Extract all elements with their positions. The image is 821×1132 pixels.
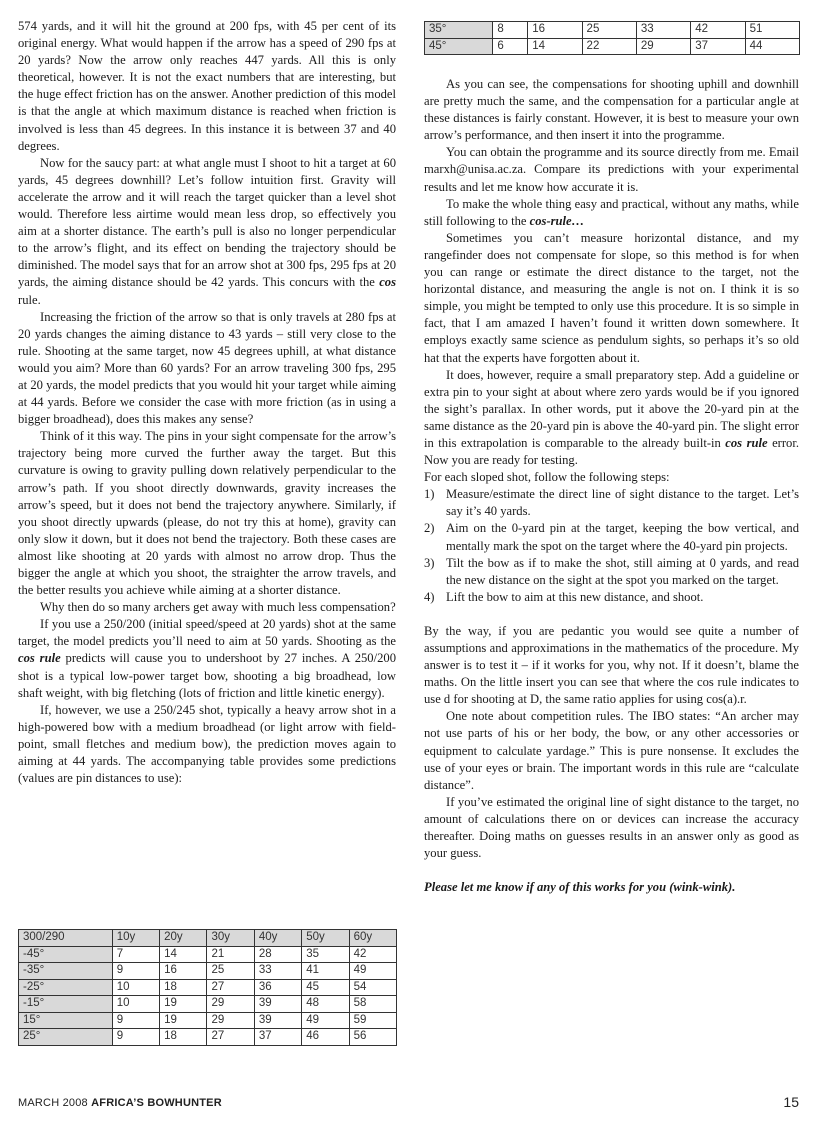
pin-distance-cell: 6 [493, 38, 528, 55]
pin-distance-cell: 19 [160, 996, 207, 1013]
pin-distance-cell: 54 [349, 979, 396, 996]
step-item [424, 589, 799, 606]
pin-distance-cell: 10y [112, 930, 159, 947]
step-number: 4) [424, 589, 435, 604]
pin-distance-cell: 28 [254, 946, 301, 963]
paragraph: Think of it this way. The pins in your sight compensate for the arrow’s trajectory being more curved the further away the target. But this curvature is owing to gravity pulling down relatively perpendicular to the arrow’s path. If you shoot directly downwards, gravity increases the arrow’s speed, but it does not bend the trajectory anywhere. Similarly, if you shoot directly upwards (please, do not try this at home), gravity can only slow it down, but it does not bend the trajectory. Both these cases are almost like shooting at 20 yards with almost no arrow drop. Thus the bigger the angle at which you shoot, the straighter the arrow travels, and the better results you achieve while aiming at a shorter distance. [18, 429, 396, 598]
step-text: Measure/estimate the direct line of sight distance to the target. Let’s say it’s 40 yards. [446, 487, 799, 519]
pin-distance-cell: 37 [254, 1029, 301, 1046]
footer-issue [18, 1097, 222, 1109]
step-text: Tilt the bow as if to make the shot, still aiming at 0 yards, and read the new distance on the sight at the spot you marked on the target. [446, 555, 799, 587]
pin-distance-cell: 8 [493, 22, 528, 39]
paragraph: One note about competition rules. The IBO states: “An archer may not use parts of his or her body, the bow, or any other accessories or equipment to calculate yardage.” This is pure nonsense. It excludes the use of your eyes or brain. The important words in this rule are “calculate distance”. [424, 709, 799, 792]
pin-distance-cell: 50y [302, 930, 349, 947]
paragraph: Increasing the friction of the arrow so that is only travels at 280 fps at 20 yards changes the aiming distance to 43 yards – still very close to the rule. Shooting at the same target, now 45 degrees uphill, at what distance would you aim? More than 60 yards? For an arrow traveling 300 fps, 295 at 20 yards, the model predicts that you would hit your target while aiming at 44 yards. Before we consider the case with more friction (as in using a bigger broadhead), does this makes any sense? [18, 309, 396, 427]
footer-magazine: AFRICA’S BOWHUNTER [91, 1097, 222, 1109]
page-number: 15 [783, 1094, 799, 1110]
pin-distance-cell: 18 [160, 979, 207, 996]
table-row [425, 22, 800, 39]
table-row [19, 1012, 397, 1029]
table-row [19, 930, 397, 947]
step-item [424, 486, 799, 520]
angle-cell: -25° [19, 979, 113, 996]
angle-cell: -45° [19, 946, 113, 963]
pin-distance-cell: 39 [254, 1012, 301, 1029]
closing-line: Please let me know if any of this works for you (wink-wink). [424, 880, 736, 895]
pin-distance-cell: 49 [302, 1012, 349, 1029]
table-row [19, 963, 397, 980]
angle-cell: 45° [425, 38, 493, 55]
pin-distance-cell: 44 [745, 38, 799, 55]
pin-distance-cell: 10 [112, 979, 159, 996]
pin-distance-cell: 16 [160, 963, 207, 980]
paragraph: You can obtain the programme and its source directly from me. Email marxh@unisa.ac.za. Compare its predictions with your experimental results and let me know how accurate it is. [424, 145, 799, 194]
angle-cell: 300/290 [19, 930, 113, 947]
step-item [424, 555, 799, 589]
paragraph: If you use a 250/200 (initial speed/speed at 20 yards) shot at the same target, the model predicts you’ll need to aim at 50 yards. Shooting as the cos rule predicts will cause you to undershoot by 27 inches. A 250/200 shot is a typical low-power target bow, shooting a big broadhead, low shaft weight, with big fletching (lots of friction and little kinetic energy). [18, 617, 396, 700]
pin-distance-cell: 20y [160, 930, 207, 947]
pin-distance-cell: 29 [207, 1012, 254, 1029]
pin-distance-cell: 42 [691, 22, 745, 39]
pin-distance-cell: 48 [302, 996, 349, 1013]
pin-distance-cell: 36 [254, 979, 301, 996]
pin-distance-cell: 27 [207, 1029, 254, 1046]
step-text: Aim on the 0-yard pin at the target, keeping the bow vertical, and mentally mark the spot on the target where the 40-yard pin projects. [446, 521, 799, 553]
pin-distance-cell: 7 [112, 946, 159, 963]
step-item [424, 520, 799, 554]
table-row [425, 38, 800, 55]
pin-distance-cell: 29 [207, 996, 254, 1013]
pin-distance-cell: 41 [302, 963, 349, 980]
pin-distance-cell: 60y [349, 930, 396, 947]
pin-distance-cell: 22 [582, 38, 636, 55]
paragraph: Now for the saucy part: at what angle must I shoot to hit a target at 60 yards, 45 degrees downhill? Let’s follow intuition first. Gravity will accelerate the arrow and it will reach the target quicker than a level shot would. Therefore less airtime would mean less drop, so effectively you aim at a shorter distance. The earth’s pull is also no longer perpendicular to the arrow’s flight, and its effect on bending the trajectory should be diminished. The model says that for an arrow shot at 300 fps, 295 fps at 20 yards, the aiming distance should be 42 yards. This concurs with the cos rule. [18, 155, 396, 307]
paragraph: It does, however, require a small preparatory step. Add a guideline or extra pin to your sight at about where zero yards would be if you ignored the sight’s parallax. In other words, put it above the 20-yard pin at the same distance as the 20-yard pin is above the 40-yard pin. The slight error in this extrapolation is comparable to the already built-in cos rule error. Now you are ready for testing. [424, 367, 799, 468]
pin-distance-cell: 35 [302, 946, 349, 963]
angle-cell: 25° [19, 1029, 113, 1046]
paragraph: If, however, we use a 250/245 shot, typically a heavy arrow shot in a high-powered bow with a medium broadhead (or light arrow with field-point, small fletches and medium bow), the prediction moves again to aiming at 44 yards. The accompanying table provides some predictions (values are pin distances to use): [18, 702, 396, 786]
pin-distance-cell: 30y [207, 930, 254, 947]
pin-distance-cell: 58 [349, 996, 396, 1013]
step-number: 1) [424, 487, 435, 502]
pin-distance-cell: 33 [254, 963, 301, 980]
right-column [424, 76, 799, 896]
pin-distance-cell: 45 [302, 979, 349, 996]
paragraph: If you’ve estimated the original line of sight distance to the target, no amount of calculations there on or devices can increase the accuracy thereafter. Doing maths on guesses results in an answer only as good as your guess. [424, 794, 799, 861]
pin-distance-cell: 9 [112, 1029, 159, 1046]
step-number: 3) [424, 555, 435, 570]
pin-distance-cell: 59 [349, 1012, 396, 1029]
steps-list [424, 486, 799, 606]
pin-distance-cell: 14 [160, 946, 207, 963]
pin-distance-cell: 21 [207, 946, 254, 963]
footer-date: MARCH 2008 [18, 1097, 92, 1109]
pin-distance-cell: 40y [254, 930, 301, 947]
pin-distance-cell: 25 [207, 963, 254, 980]
table-row [19, 946, 397, 963]
step-text: Lift the bow to aim at this new distance, and shoot. [446, 589, 704, 604]
pin-distance-cell: 46 [302, 1029, 349, 1046]
table-row [19, 996, 397, 1013]
angle-cell: -35° [19, 963, 113, 980]
steps-intro: For each sloped shot, follow the following steps: [424, 470, 670, 485]
paragraph: Sometimes you can’t measure horizontal distance, and my rangefinder does not compensate for slope, so this method is for when you can range or estimate the direct distance to the target, not the horizontal distance, and measuring the angle is not on. I think it is so simple, you might be tempted to only use this procedure. It is so simple in fact, that I am amazed I haven’t found it written down somewhere. It employs exactly same science as pendulum sights, so perhaps it’s so old hat that the experts have forgotten about it. [424, 230, 799, 365]
pin-distance-cell: 27 [207, 979, 254, 996]
angle-cell: 15° [19, 1012, 113, 1029]
pin-distance-table [18, 929, 397, 1046]
pin-distance-table-continued [424, 21, 800, 55]
pin-distance-cell: 16 [528, 22, 582, 39]
step-number: 2) [424, 521, 435, 536]
paragraph: As you can see, the compensations for shooting uphill and downhill are pretty much the same, and the compensation for a particular angle at these distances is fairly constant. However, it is best to measure your own arrow’s performance, and then insert it into the programme. [424, 77, 799, 143]
table-row [19, 1029, 397, 1046]
paragraph: 574 yards, and it will hit the ground at 200 fps, with 45 per cent of its original energy. What would happen if the arrow has a speed of 290 fps at 20 yards? Now the arrow only reaches 447 yards. All this is only theoretical, however. It is not the exact numbers that are interesting, but the huge effect friction has on the answer. Another prediction of this model is that the angle at which maximum distance is reached when friction is involved is less than 45 degrees. In this instance it is between 37 and 40 degrees. [18, 19, 396, 153]
pin-distance-cell: 29 [636, 38, 690, 55]
paragraph: To make the whole thing easy and practical, without any maths, while still following to the cos-rule… [424, 196, 799, 228]
angle-cell: -15° [19, 996, 113, 1013]
pin-distance-cell: 33 [636, 22, 690, 39]
pin-distance-cell: 14 [528, 38, 582, 55]
pin-distance-cell: 18 [160, 1029, 207, 1046]
paragraph: Why then do so many archers get away with much less compensation? [40, 600, 396, 615]
left-column [18, 18, 396, 787]
paragraph: By the way, if you are pedantic you would see quite a number of assumptions and approximations in the mathematics of the procedure. My answer is to test it – if it works for you, why not. If it doesn’t, blame the maths. On the little insert you can see that where the cos rule indicates to use d for shooting at D, the same ratio applies for using cos(a).r. [424, 623, 799, 707]
table-row [19, 979, 397, 996]
pin-distance-cell: 19 [160, 1012, 207, 1029]
angle-cell: 35° [425, 22, 493, 39]
pin-distance-cell: 56 [349, 1029, 396, 1046]
pin-distance-cell: 9 [112, 1012, 159, 1029]
pin-distance-cell: 37 [691, 38, 745, 55]
pin-distance-cell: 9 [112, 963, 159, 980]
pin-distance-cell: 39 [254, 996, 301, 1013]
pin-distance-cell: 25 [582, 22, 636, 39]
pin-distance-cell: 49 [349, 963, 396, 980]
pin-distance-cell: 51 [745, 22, 799, 39]
pin-distance-cell: 10 [112, 996, 159, 1013]
pin-distance-cell: 42 [349, 946, 396, 963]
